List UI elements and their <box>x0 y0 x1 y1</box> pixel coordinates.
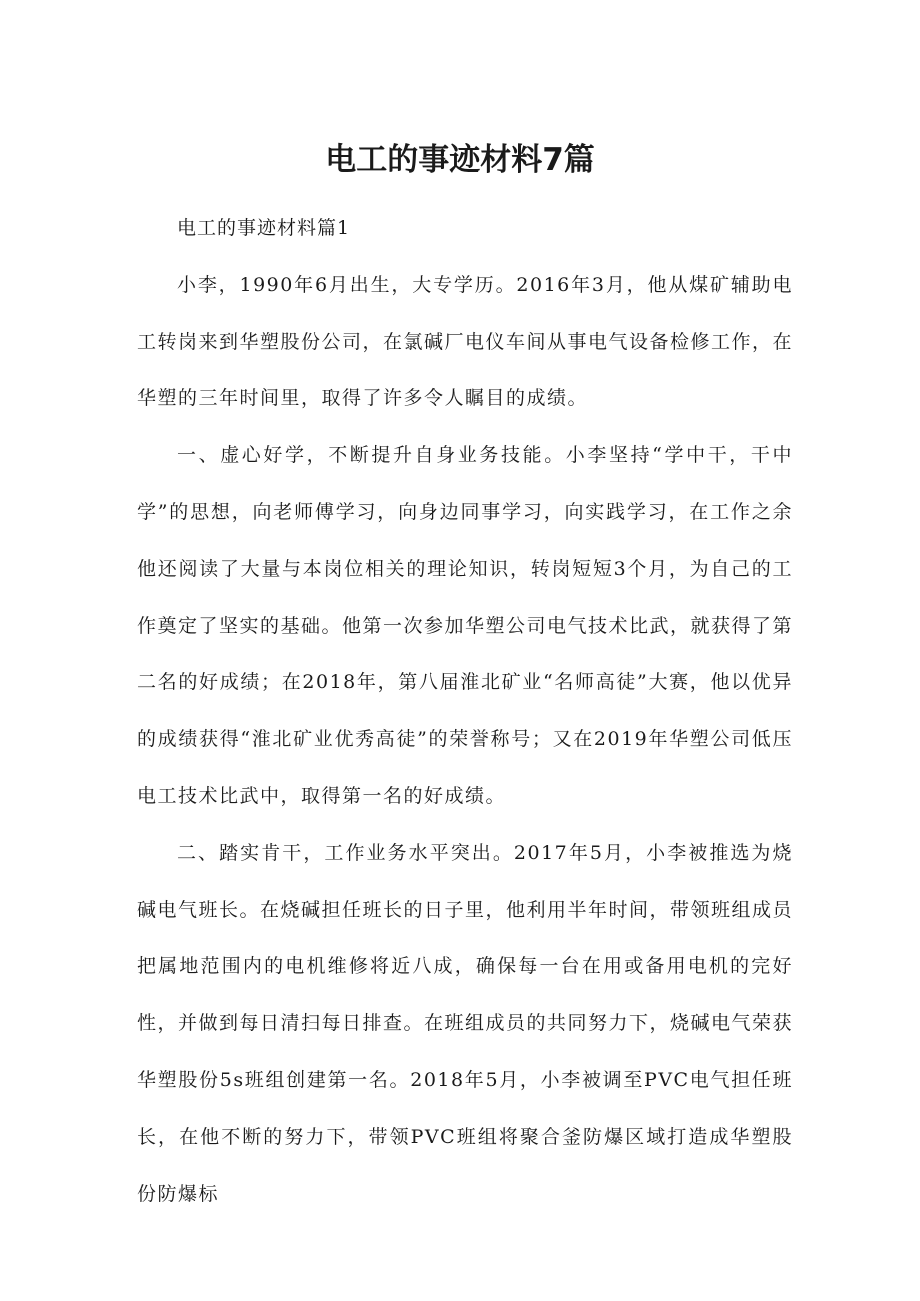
document-title: 电工的事迹材料7篇 <box>325 142 595 178</box>
section-heading: 电工的事迹材料篇1 <box>177 217 351 239</box>
document-body <box>137 200 793 1222</box>
paragraph-learning: 一、虚心好学，不断提升自身业务技能。小李坚持“学中干，干中学”的思想，向老师傅学习，向身边同事学习，向实践学习，在工作之余他还阅读了大量与本岗位相关的理论知识，转岗短短3个月，为自己的工作奠定了坚实的基础。他第一次参加华塑公司电气技术比武，就获得了第二名的好成绩；在2018年，第八届淮北矿业“名师高徒”大赛，他以优异的成绩获得“淮北矿业优秀高徒”的荣誉称号；又在2019年华塑公司低压电工技术比武中，取得第一名的好成绩。 <box>137 444 794 807</box>
paragraph-intro: 小李，1990年6月出生，大专学历。2016年3月，他从煤矿辅助电工转岗来到华塑股份公司，在氯碱厂电仪车间从事电气设备检修工作，在华塑的三年时间里，取得了许多令人瞩目的成绩。 <box>137 273 794 410</box>
paragraph-work: 二、踏实肯干，工作业务水平突出。2017年5月，小李被推选为烧碱电气班长。在烧碱担任班长的日子里，他利用半年时间，带领班组成员把属地范围内的电机维修将近八成，确保每一台在用或备用电机的完好性，并做到每日清扫每日排查。在班组成员的共同努力下，烧碱电气荣获华塑股份5s班组创建第一名。2018年5月，小李被调至PVC电气担任班长，在他不断的努力下，带领PVC班组将聚合釜防爆区域打造成华塑股份防爆标 <box>137 841 794 1205</box>
